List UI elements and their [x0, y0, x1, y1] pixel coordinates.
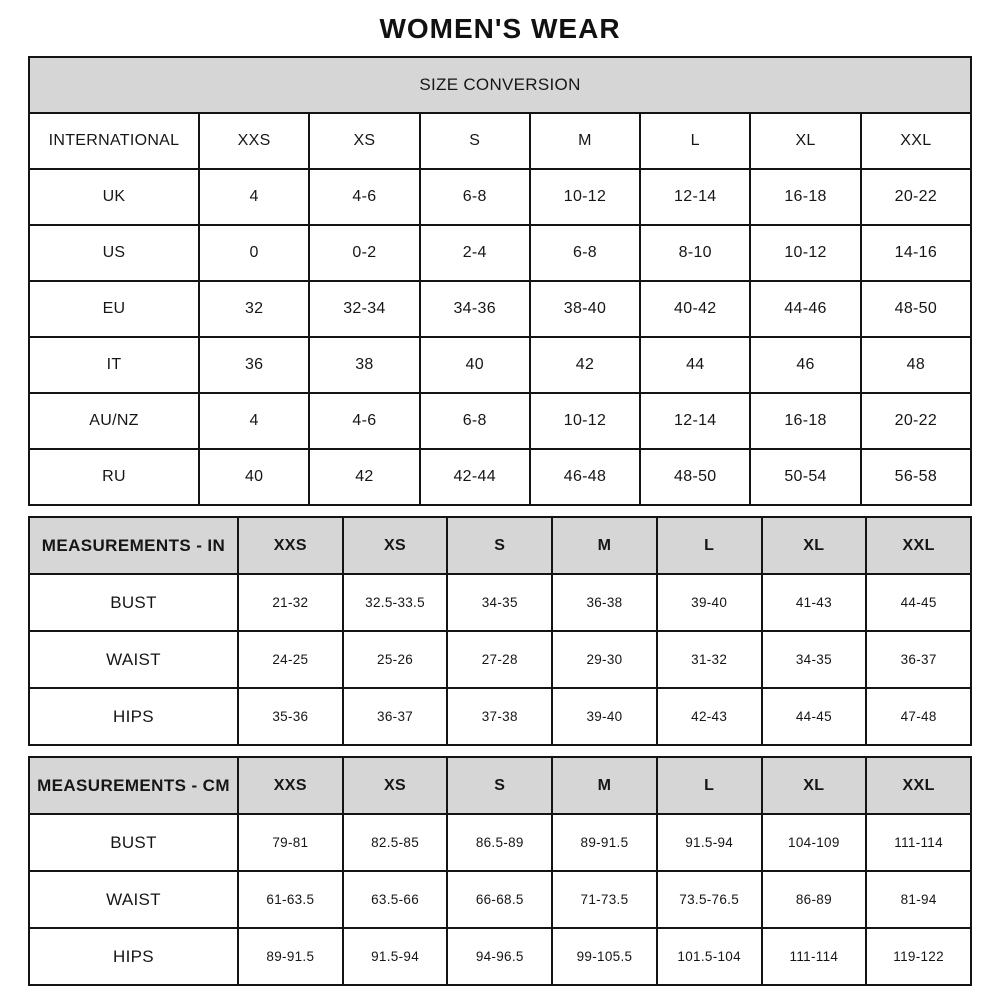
- table-cell: 4-6: [309, 393, 419, 449]
- table-cell: 16-18: [750, 393, 860, 449]
- table-title-cell: INTERNATIONAL: [29, 113, 199, 169]
- table-cell: 48-50: [861, 281, 971, 337]
- row-label: IT: [29, 337, 199, 393]
- table-cell: 99-105.5: [552, 928, 657, 985]
- size-column-header: XS: [309, 113, 419, 169]
- size-column-header: XS: [343, 517, 448, 574]
- table-cell: 25-26: [343, 631, 448, 688]
- table-banner: SIZE CONVERSION: [29, 57, 971, 113]
- table-cell: 36-37: [343, 688, 448, 745]
- table-title-cell: MEASUREMENTS - CM: [29, 757, 238, 814]
- table-cell: 36-38: [552, 574, 657, 631]
- row-label: HIPS: [29, 688, 238, 745]
- table-cell: 38: [309, 337, 419, 393]
- table-cell: 61-63.5: [238, 871, 343, 928]
- column-header-row: [29, 113, 971, 169]
- size-column-header: S: [420, 113, 530, 169]
- column-header-row: [29, 757, 971, 814]
- table-row: [29, 393, 971, 449]
- size-column-header: L: [640, 113, 750, 169]
- table-cell: 46-48: [530, 449, 640, 505]
- row-label: WAIST: [29, 871, 238, 928]
- table-cell: 86.5-89: [447, 814, 552, 871]
- table-cell: 66-68.5: [447, 871, 552, 928]
- size-column-header: XL: [762, 517, 867, 574]
- table-cell: 8-10: [640, 225, 750, 281]
- table-title-cell: MEASUREMENTS - IN: [29, 517, 238, 574]
- table-cell: 48: [861, 337, 971, 393]
- table-cell: 119-122: [866, 928, 971, 985]
- size-column-header: XXL: [866, 757, 971, 814]
- table-cell: 12-14: [640, 393, 750, 449]
- table-cell: 32: [199, 281, 309, 337]
- measurements-cm-table: [28, 756, 972, 986]
- table-cell: 4-6: [309, 169, 419, 225]
- table-row: [29, 169, 971, 225]
- table-cell: 6-8: [420, 169, 530, 225]
- table-cell: 4: [199, 393, 309, 449]
- table-cell: 4: [199, 169, 309, 225]
- size-column-header: XXL: [861, 113, 971, 169]
- table-cell: 111-114: [866, 814, 971, 871]
- table-cell: 36: [199, 337, 309, 393]
- table-cell: 37-38: [447, 688, 552, 745]
- table-cell: 44-45: [762, 688, 867, 745]
- table-cell: 91.5-94: [657, 814, 762, 871]
- row-label: WAIST: [29, 631, 238, 688]
- size-column-header: XXS: [199, 113, 309, 169]
- table-cell: 81-94: [866, 871, 971, 928]
- size-column-header: L: [657, 757, 762, 814]
- table-cell: 24-25: [238, 631, 343, 688]
- size-column-header: XS: [343, 757, 448, 814]
- table-cell: 89-91.5: [238, 928, 343, 985]
- table-cell: 44-46: [750, 281, 860, 337]
- table-cell: 71-73.5: [552, 871, 657, 928]
- table-row: [29, 449, 971, 505]
- row-label: RU: [29, 449, 199, 505]
- table-row: [29, 337, 971, 393]
- row-label: UK: [29, 169, 199, 225]
- size-conversion-grid: [28, 56, 972, 506]
- measurements-in-table: [28, 516, 972, 746]
- table-cell: 56-58: [861, 449, 971, 505]
- table-cell: 10-12: [530, 393, 640, 449]
- table-cell: 82.5-85: [343, 814, 448, 871]
- table-cell: 91.5-94: [343, 928, 448, 985]
- table-row: [29, 225, 971, 281]
- size-column-header: XL: [762, 757, 867, 814]
- table-cell: 29-30: [552, 631, 657, 688]
- size-column-header: S: [447, 757, 552, 814]
- size-column-header: XXS: [238, 517, 343, 574]
- table-cell: 12-14: [640, 169, 750, 225]
- table-cell: 32.5-33.5: [343, 574, 448, 631]
- table-row: [29, 281, 971, 337]
- table-cell: 39-40: [552, 688, 657, 745]
- size-column-header: XXS: [238, 757, 343, 814]
- measurements-in-grid: [28, 516, 972, 746]
- table-cell: 44-45: [866, 574, 971, 631]
- table-cell: 32-34: [309, 281, 419, 337]
- table-cell: 31-32: [657, 631, 762, 688]
- table-cell: 73.5-76.5: [657, 871, 762, 928]
- table-row: [29, 631, 971, 688]
- table-row: [29, 574, 971, 631]
- table-cell: 0: [199, 225, 309, 281]
- table-cell: 101.5-104: [657, 928, 762, 985]
- size-column-header: M: [552, 757, 657, 814]
- table-cell: 63.5-66: [343, 871, 448, 928]
- table-cell: 89-91.5: [552, 814, 657, 871]
- table-row: [29, 688, 971, 745]
- row-label: EU: [29, 281, 199, 337]
- row-label: AU/NZ: [29, 393, 199, 449]
- size-conversion-table: [28, 56, 972, 506]
- table-cell: 42: [309, 449, 419, 505]
- table-row: [29, 814, 971, 871]
- size-column-header: L: [657, 517, 762, 574]
- table-cell: 42-44: [420, 449, 530, 505]
- table-cell: 86-89: [762, 871, 867, 928]
- measurements-cm-grid: [28, 756, 972, 986]
- table-cell: 16-18: [750, 169, 860, 225]
- table-cell: 38-40: [530, 281, 640, 337]
- row-label: BUST: [29, 574, 238, 631]
- table-cell: 6-8: [530, 225, 640, 281]
- table-cell: 34-36: [420, 281, 530, 337]
- table-cell: 6-8: [420, 393, 530, 449]
- table-cell: 2-4: [420, 225, 530, 281]
- table-cell: 34-35: [762, 631, 867, 688]
- table-cell: 48-50: [640, 449, 750, 505]
- table-cell: 39-40: [657, 574, 762, 631]
- table-row: [29, 928, 971, 985]
- page-title: WOMEN'S WEAR: [379, 13, 621, 44]
- size-column-header: XXL: [866, 517, 971, 574]
- table-cell: 40: [420, 337, 530, 393]
- size-column-header: M: [530, 113, 640, 169]
- table-cell: 35-36: [238, 688, 343, 745]
- table-cell: 42: [530, 337, 640, 393]
- table-cell: 41-43: [762, 574, 867, 631]
- table-cell: 36-37: [866, 631, 971, 688]
- table-cell: 20-22: [861, 169, 971, 225]
- table-cell: 42-43: [657, 688, 762, 745]
- table-banner-row: [29, 57, 971, 113]
- table-cell: 10-12: [750, 225, 860, 281]
- table-cell: 46: [750, 337, 860, 393]
- row-label: US: [29, 225, 199, 281]
- size-column-header: XL: [750, 113, 860, 169]
- table-row: [29, 871, 971, 928]
- table-cell: 34-35: [447, 574, 552, 631]
- table-cell: 40: [199, 449, 309, 505]
- table-cell: 14-16: [861, 225, 971, 281]
- table-cell: 104-109: [762, 814, 867, 871]
- row-label: BUST: [29, 814, 238, 871]
- table-cell: 0-2: [309, 225, 419, 281]
- size-column-header: M: [552, 517, 657, 574]
- table-cell: 21-32: [238, 574, 343, 631]
- table-cell: 20-22: [861, 393, 971, 449]
- table-cell: 111-114: [762, 928, 867, 985]
- size-column-header: S: [447, 517, 552, 574]
- column-header-row: [29, 517, 971, 574]
- table-cell: 47-48: [866, 688, 971, 745]
- table-cell: 94-96.5: [447, 928, 552, 985]
- table-cell: 40-42: [640, 281, 750, 337]
- table-cell: 10-12: [530, 169, 640, 225]
- table-cell: 79-81: [238, 814, 343, 871]
- table-cell: 27-28: [447, 631, 552, 688]
- table-cell: 50-54: [750, 449, 860, 505]
- table-cell: 44: [640, 337, 750, 393]
- row-label: HIPS: [29, 928, 238, 985]
